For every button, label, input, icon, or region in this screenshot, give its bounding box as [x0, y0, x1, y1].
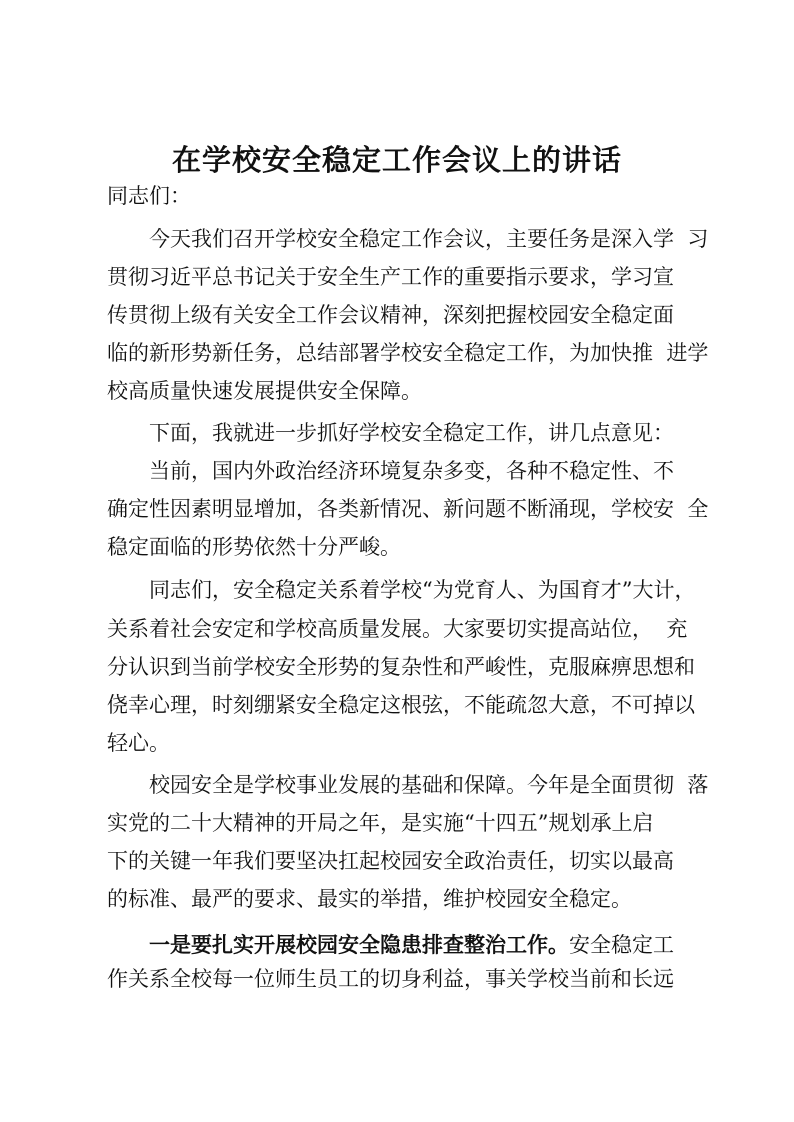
section-heading: 一是要扎实开展校园安全隐患排查整治工作。	[149, 932, 569, 957]
paragraph-line: 作关系全校每一位师生员工的切身利益，事关学校当前和长远	[107, 967, 674, 991]
paragraph-line: 校高质量快速发展提供安全保障。	[107, 379, 422, 403]
paragraph-line: 实党的二十大精神的开局之年，是实施“十四五”规划承上启	[107, 811, 654, 835]
document-title: 在学校安全稳定工作会议上的讲话	[171, 143, 622, 177]
paragraph-line: 今天我们召开学校安全稳定工作会议，主要任务是深入学 习	[149, 227, 709, 251]
greeting: 同志们：	[107, 184, 191, 208]
paragraph-line: 侥幸心理，时刻绷紧安全稳定这根弦，不能疏忽大意，不可掉以	[107, 693, 695, 717]
paragraph-line: 校园安全是学校事业发展的基础和保障。今年是全面贯彻 落	[149, 773, 709, 797]
paragraph-line: 轻心。	[107, 731, 170, 755]
paragraph-line: 贯彻习近平总书记关于安全生产工作的重要指示要求，学习宣	[107, 265, 674, 289]
paragraph-line: 确定性因素明显增加，各类新情况、新问题不断涌现，学校安 全	[107, 497, 709, 521]
paragraph-line: 分认识到当前学校安全形势的复杂性和严峻性，克服麻痹思想和	[107, 655, 695, 679]
paragraph-line: 稳定面临的形势依然十分严峻。	[107, 535, 401, 559]
paragraph-line: 同志们，安全稳定关系着学校“为党育人、为国育才”大计，	[149, 578, 696, 602]
paragraph-line: 关系着社会安定和学校高质量发展。大家要切实提高站位， 充	[107, 617, 688, 641]
paragraph-line: 当前，国内外政治经济环境复杂多变，各种不稳定性、不	[149, 459, 674, 483]
paragraph-line: 下的关键一年我们要坚决扛起校园安全政治责任，切实以最高	[107, 849, 674, 873]
section-heading-line	[149, 930, 674, 960]
paragraph-line: 临的新形势新任务，总结部署学校安全稳定工作，为加快推 进学	[107, 341, 709, 365]
paragraph-line: 传贯彻上级有关安全工作会议精神，深刻把握校园安全稳定面	[107, 303, 674, 327]
paragraph-line: 下面，我就进一步抓好学校安全稳定工作，讲几点意见：	[149, 421, 674, 445]
paragraph-line: 的标准、最严的要求、最实的举措，维护校园安全稳定。	[107, 887, 632, 911]
section-lead-text: 安全稳定工	[569, 933, 674, 957]
